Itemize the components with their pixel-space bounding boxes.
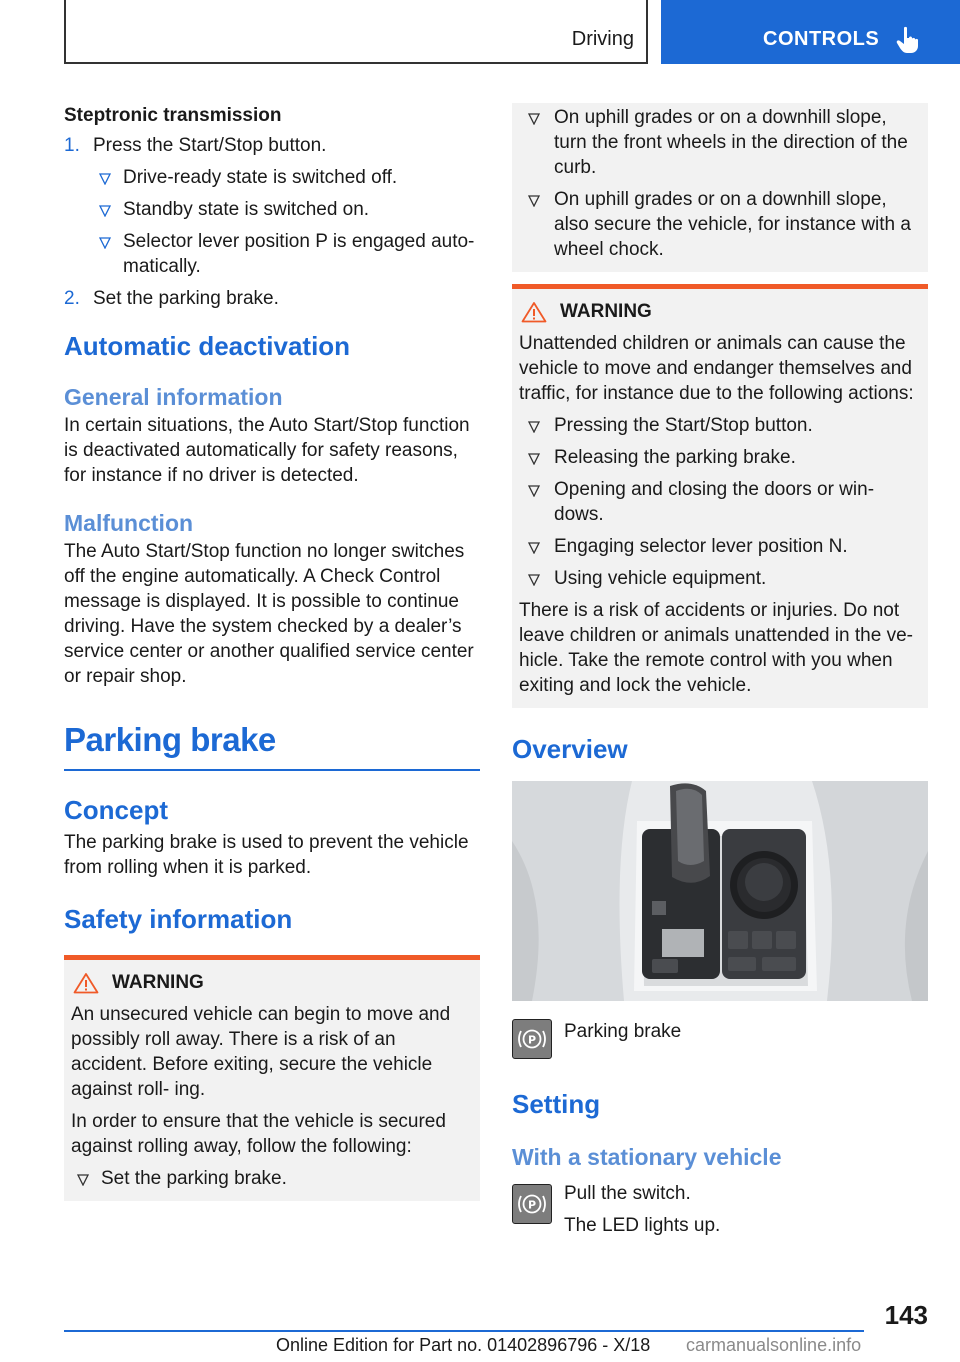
- parking-brake-heading: Parking brake: [64, 721, 276, 758]
- parking-brake-legend: [512, 1019, 928, 1059]
- setting-heading: Setting: [512, 1089, 601, 1119]
- triangle-bullet-icon: [99, 237, 111, 249]
- list-item: Using vehicle equipment.: [519, 566, 921, 591]
- list-item: Set the parking brake.: [71, 1166, 473, 1191]
- general-information-text: In certain situations, the Auto Start/Stop function is deactivated automatically for safety reasons, for instance if no driver is detected.: [64, 415, 470, 486]
- setting-step-text: [564, 1181, 720, 1238]
- watermark-text: carmanualsonline.info: [686, 1335, 862, 1355]
- warning-title: WARNING: [519, 301, 921, 323]
- warning-text: There is a risk of accidents or injuries. Do not leave children or animals unattended in the ve‐ hicle. Take the remote control with you when exiting and lock the vehicle.: [519, 600, 913, 696]
- triangle-bullet-icon: [77, 1174, 89, 1186]
- parking-brake-caption: Parking brake: [564, 1021, 682, 1042]
- heading-rule: [64, 769, 480, 771]
- pointing-hand-icon: [895, 26, 921, 54]
- concept-text: The parking brake is used to prevent the vehicle from rolling when it is parked.: [64, 832, 469, 878]
- steptronic-heading: Steptronic transmission: [64, 105, 282, 126]
- led-lights-text: The LED lights up.: [564, 1215, 721, 1236]
- step-text: Set the parking brake.: [93, 288, 279, 309]
- continued-bullets-box: [512, 103, 928, 272]
- list-item: Engaging selector lever position N.: [519, 534, 921, 559]
- center-console-photo: [512, 781, 928, 1001]
- list-item: Pressing the Start/Stop button.: [519, 413, 921, 438]
- warning-bullets: [71, 1166, 473, 1191]
- warning-text: Unattended children or animals can cause the vehicle to move and endanger themselves and traffic, for instance due to the following actions:: [519, 333, 914, 404]
- warning-bullets: [519, 413, 921, 591]
- general-information-heading: General information: [64, 384, 283, 410]
- edition-text: Online Edition for Part no. 01402896796 - X/18: [276, 1335, 651, 1355]
- list-item: Standby state is switched on.: [93, 197, 480, 222]
- list-item: Releasing the parking brake.: [519, 445, 921, 470]
- triangle-bullet-icon: [528, 485, 540, 497]
- page-number: 143: [884, 1300, 928, 1330]
- step-text: Press the Start/Stop button.: [93, 135, 327, 156]
- warning-box-rolling: [64, 955, 480, 1201]
- svg-text:P: P: [527, 1033, 537, 1047]
- list-item: Drive-ready state is switched off.: [93, 165, 480, 190]
- footer-rule: [64, 1330, 864, 1332]
- warning-triangle-icon: [521, 301, 547, 323]
- warning-box-unattended: [512, 284, 928, 708]
- list-item: Opening and closing the doors or win‐ dows.: [519, 477, 921, 527]
- step-number: 2.: [64, 288, 80, 309]
- triangle-bullet-icon: [528, 453, 540, 465]
- warning-text: In order to ensure that the vehicle is secured against rolling away, follow the following:: [71, 1111, 446, 1157]
- stationary-vehicle-heading: With a stationary vehicle: [512, 1144, 782, 1170]
- left-column: [64, 100, 480, 1201]
- triangle-bullet-icon: [99, 205, 111, 217]
- triangle-bullet-icon: [528, 542, 540, 554]
- list-item: On uphill grades or on a downhill slope, turn the front wheels in the direction of the curb.: [512, 105, 918, 180]
- svg-text:P: P: [527, 1198, 537, 1212]
- header-chapter-label: CONTROLS: [763, 28, 880, 50]
- step-number: 1.: [64, 135, 80, 156]
- safety-information-heading: Safety information: [64, 904, 293, 934]
- concept-heading: Concept: [64, 795, 168, 825]
- header-section-label: Driving: [571, 28, 634, 50]
- header-section-box: [64, 0, 648, 64]
- triangle-bullet-icon: [528, 421, 540, 433]
- warning-text: An unsecured vehicle can begin to move and possibly roll away. There is a risk of an accident. Before exiting, secure the vehicle against roll‐ ing.: [71, 1004, 451, 1100]
- parking-brake-switch-icon: [512, 1184, 552, 1224]
- setting-step: [512, 1181, 928, 1238]
- header-chapter-tab[interactable]: [661, 0, 960, 64]
- continued-bullets: [512, 105, 918, 262]
- triangle-bullet-icon: [99, 173, 111, 185]
- malfunction-heading: Malfunction: [64, 510, 194, 536]
- triangle-bullet-icon: [528, 195, 540, 207]
- triangle-bullet-icon: [528, 574, 540, 586]
- warning-title: WARNING: [71, 972, 473, 994]
- list-item: [64, 286, 480, 311]
- warning-triangle-icon: [73, 972, 99, 994]
- list-item: [64, 133, 480, 279]
- step1-bullets: [93, 165, 480, 279]
- malfunction-text: The Auto Start/Stop function no longer switches off the engine automatically. A Check Control message is displayed. It is possible to continue driving. Have the system checked by a dealer’s service center or another qualified service center or repair shop.: [64, 541, 474, 687]
- list-item: Selector lever position P is engaged auto‐ matically.: [93, 229, 480, 279]
- parking-brake-switch-icon: [512, 1019, 552, 1059]
- list-item: On uphill grades or on a downhill slope, also secure the vehicle, for instance with a wheel chock.: [512, 187, 918, 262]
- overview-heading: Overview: [512, 734, 628, 764]
- automatic-deactivation-heading: Automatic deactivation: [64, 331, 351, 361]
- triangle-bullet-icon: [528, 113, 540, 125]
- center-console-illustration: [512, 781, 928, 1001]
- right-column: [512, 103, 928, 1238]
- pull-switch-text: Pull the switch.: [564, 1183, 691, 1204]
- steptronic-steps: [64, 133, 480, 311]
